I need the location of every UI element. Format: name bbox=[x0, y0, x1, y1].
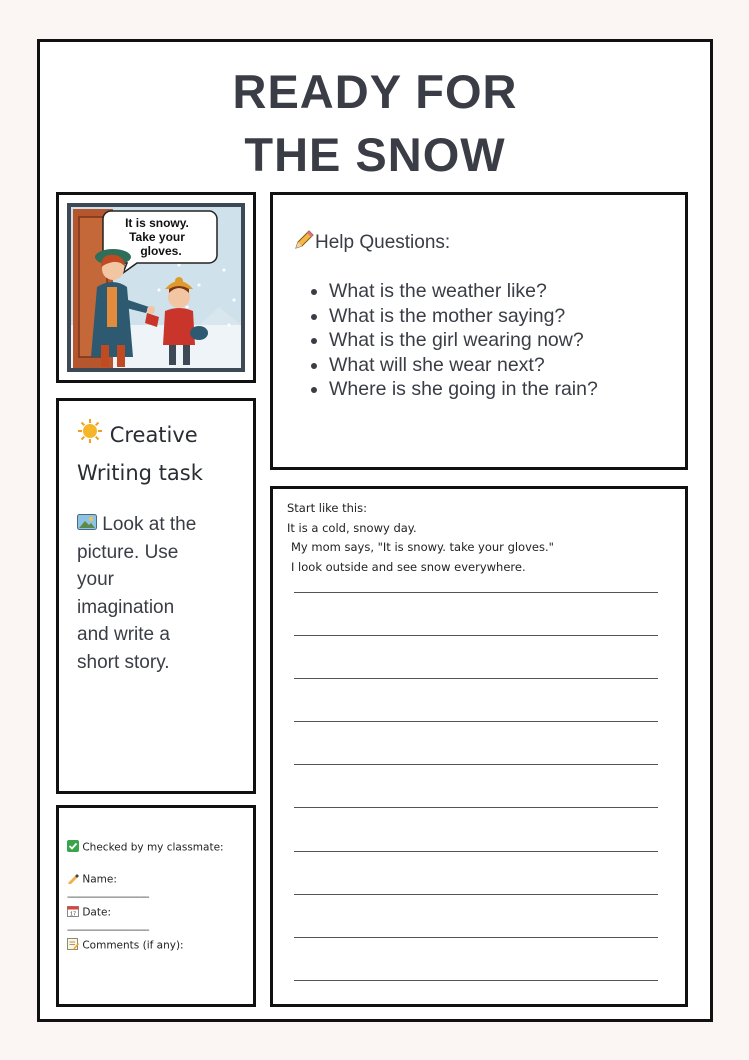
writing-line[interactable] bbox=[294, 807, 658, 808]
name-label-text: Name: bbox=[82, 873, 117, 886]
title-line-1: READY FOR bbox=[232, 65, 518, 118]
date-label-text: Date: bbox=[82, 906, 111, 919]
snow-scene-illustration bbox=[59, 195, 253, 380]
question-item: • Where is she going in the rain? bbox=[329, 377, 598, 402]
starter-line-3: My mom says, "It is snowy. take your gloves." bbox=[291, 540, 554, 554]
checked-by-text: Checked by my classmate: bbox=[82, 841, 224, 854]
svg-text:17: 17 bbox=[69, 911, 77, 917]
task-line-5: and write a bbox=[77, 624, 170, 646]
name-blank[interactable]: ----------------------------------- bbox=[67, 892, 149, 903]
comments-label bbox=[67, 938, 184, 953]
picture-icon bbox=[77, 511, 97, 539]
worksheet bbox=[37, 39, 713, 1022]
pencil-icon bbox=[293, 229, 315, 257]
task-title bbox=[77, 417, 203, 491]
question-item: • What is the weather like? bbox=[329, 279, 598, 304]
writing-line[interactable] bbox=[294, 894, 658, 895]
writing-hand-icon bbox=[67, 872, 79, 887]
memo-icon bbox=[67, 938, 79, 953]
speech-line-3: gloves. bbox=[140, 244, 182, 258]
calendar-icon bbox=[67, 905, 79, 920]
writing-line[interactable] bbox=[294, 721, 658, 722]
story-starter bbox=[287, 499, 554, 577]
picture-box bbox=[56, 192, 256, 383]
question-item: • What is the girl wearing now? bbox=[329, 328, 598, 353]
title-line-2: THE SNOW bbox=[244, 128, 506, 181]
date-label bbox=[67, 905, 111, 920]
writing-line[interactable] bbox=[294, 592, 658, 593]
starter-line-1: Start like this: bbox=[287, 501, 367, 515]
task-line-4: imagination bbox=[77, 596, 175, 618]
writing-line[interactable] bbox=[294, 678, 658, 679]
help-questions-box bbox=[270, 192, 688, 470]
writing-area-box bbox=[270, 486, 688, 1007]
checked-by-label bbox=[67, 840, 224, 855]
starter-line-4: I look outside and see snow everywhere. bbox=[291, 559, 526, 574]
date-blank[interactable]: ----------------------------------- bbox=[67, 925, 149, 936]
help-questions-heading-text: Help Questions: bbox=[315, 232, 451, 254]
task-line-6: short story. bbox=[77, 651, 170, 673]
task-line-1: Look at the bbox=[102, 514, 197, 535]
speech-line-2: Take your bbox=[129, 230, 185, 244]
speech-line-1: It is snowy. bbox=[125, 216, 189, 230]
writing-line[interactable] bbox=[294, 937, 658, 938]
comments-label-text: Comments (if any): bbox=[82, 939, 184, 952]
peer-check-box bbox=[56, 805, 256, 1007]
question-item: • What will she wear next? bbox=[329, 353, 598, 378]
task-title-line-1: Creative bbox=[109, 423, 198, 447]
sun-icon bbox=[77, 418, 103, 455]
help-questions-list bbox=[329, 279, 598, 402]
task-title-line-2: Writing task bbox=[77, 460, 203, 485]
task-line-2: picture. Use bbox=[77, 541, 179, 563]
writing-line[interactable] bbox=[294, 764, 658, 765]
page-title bbox=[40, 60, 710, 186]
check-mark-icon bbox=[67, 840, 79, 855]
writing-task-box bbox=[56, 398, 256, 794]
task-instructions bbox=[77, 511, 237, 676]
name-label bbox=[67, 872, 117, 887]
question-item: • What is the mother saying? bbox=[329, 304, 598, 329]
task-line-3: your bbox=[77, 569, 114, 591]
writing-line[interactable] bbox=[294, 635, 658, 636]
starter-line-2: It is a cold, snowy day. bbox=[287, 520, 417, 535]
writing-line[interactable] bbox=[294, 980, 658, 981]
writing-line[interactable] bbox=[294, 851, 658, 852]
help-questions-heading bbox=[293, 229, 450, 257]
